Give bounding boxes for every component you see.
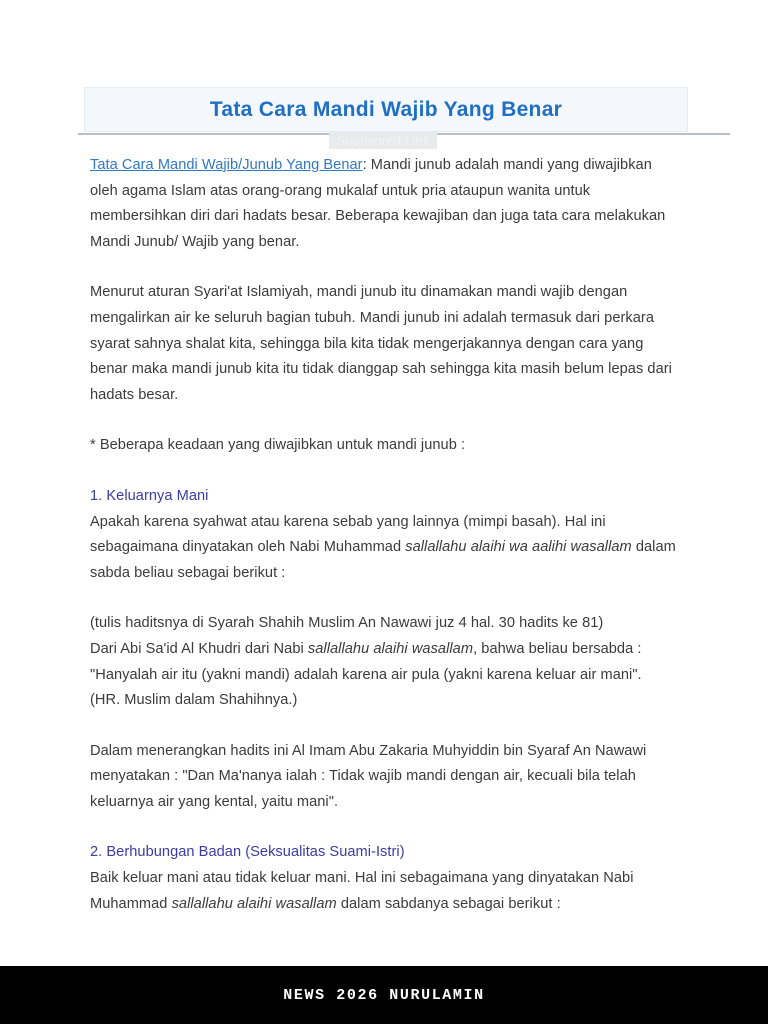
hadith-narrator-honorific: sallallahu alaihi wasallam [307, 640, 474, 657]
explanation-paragraph: Dalam menerangkan hadits ini Al Imam Abu Zakaria Muhyiddin bin Syaraf An Nawawi menyatakan : "Dan Ma'nanya ialah : Tidak wajib mandi dengan air, kecuali bila telah keluarnya air yang kental, yaitu mani". [90, 742, 647, 810]
spacer [90, 459, 680, 484]
hadith-narrator-pre: Dari Abi Sa'id Al Khudri dari Nabi [90, 640, 308, 657]
section-2-arabic-honorific: sallallahu alaihi wasallam [171, 895, 337, 912]
section-heading-1: 1. Keluarnya Mani [90, 487, 209, 504]
hadith-attribution: (HR. Muslim dalam Shahihnya.) [90, 692, 298, 709]
intro-paragraph-text: : Mandi junub adalah mandi yang diwajibkan oleh agama Islam atas orang-orang mukalaf untuk pria ataupun wanita untuk membersihkan diri dari hadats besar. Beberapa kewajiban dan juga tata cara melakukan Mandi Junub/ Wajib yang benar. [90, 157, 666, 250]
article-title-link[interactable]: Tata Cara Mandi Wajib/Junub Yang Benar [90, 157, 363, 173]
section-1-text-part-1: Apakah karena syahwat atau karena sebab yang lainnya (mimpi basah). Hal ini sebagaimana dinyatakan oleh Nabi Muhammad [90, 513, 606, 556]
page-title-box [84, 87, 688, 132]
hadith-narrator-post: , bahwa beliau bersabda : [473, 640, 642, 657]
section-1-text-part-2: dalam sabda beliau sebagai berikut : [90, 539, 676, 581]
hadith-source-note: (tulis haditsnya di Syarah Shahih Muslim An Nawawi juz 4 hal. 30 hadits ke 81) [90, 615, 604, 632]
page-title: Tata Cara Mandi Wajib Yang Benar [209, 97, 563, 121]
section-2-text-part-2: dalam sabdanya sebagai berikut : [336, 895, 561, 912]
spacer [90, 815, 680, 840]
hadith-quote: "Hanyalah air itu (yakni mandi) adalah karena air pula (yakni karena keluar air mani". [90, 666, 642, 683]
spacer [90, 408, 680, 433]
section-1-arabic-honorific: sallallahu alaihi wa aalihi wasallam [405, 539, 632, 556]
section-2-paragraph [90, 866, 680, 917]
spacer [90, 714, 680, 739]
spacer [90, 255, 680, 280]
sponsored-link-label: Sponsored Link [329, 132, 437, 149]
footer-banner-label: NEWS 2026 NURULAMIN [283, 986, 485, 1004]
list-intro-line: * Beberapa keadaan yang diwajibkan untuk mandi junub : [90, 437, 466, 454]
section-heading-2: 2. Berhubungan Badan (Seksualitas Suami-Istri) [90, 844, 405, 861]
section-2-text-part-1: Baik keluar mani atau tidak keluar mani. Hal ini sebagaimana yang dinyatakan Nabi Muhammad [90, 870, 634, 912]
paragraph-2: Menurut aturan Syari'at Islamiyah, mandi junub itu dinamakan mandi wajib dengan mengalirkan air ke seluruh bagian tubuh. Mandi junub ini adalah termasuk dari perkara syarat sahnya shalat kita, sehingga bila kita tidak mengerjakannya dengan cara yang benar maka mandi junub kita itu tidak dianggap sah sehingga kita masih belum lepas dari hadats besar. [90, 284, 672, 403]
spacer [90, 586, 680, 611]
article-body [90, 153, 680, 917]
intro-paragraph [90, 153, 680, 255]
hadith-narrator-line [90, 637, 680, 663]
section-1-paragraph [90, 510, 680, 587]
